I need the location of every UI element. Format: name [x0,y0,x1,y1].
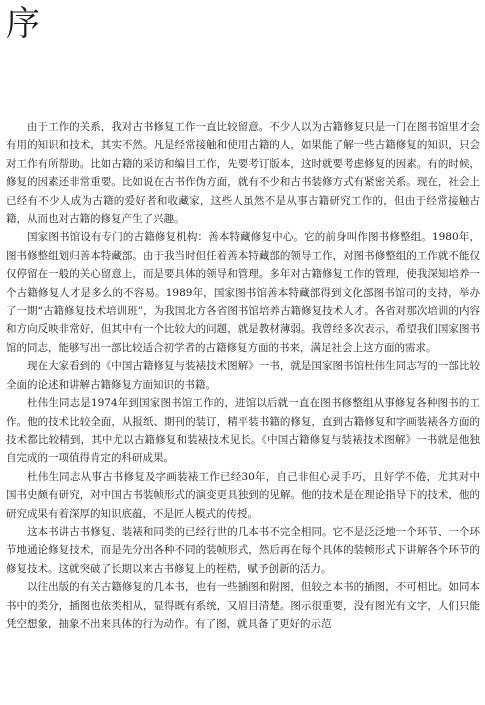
paragraph: 由于工作的关系，我对古书修复工作一直比较留意。不少人以为古籍修复只是一门在图书馆里才会有用的知识和技术，其实不然。凡是经常接触和使用古籍的人，如果能了解一些古籍修复的知识，只会对工作有所帮助。比如古籍的采访和编目工作，先要考订版本，这时就要考虑修复的因素。有的时候，修复的因素还非常重要。比如说在古书作伪方面，就有不少和古书装修方式有紧密关系。现在，社会上已经有不少人成为古籍的爱好者和收藏家，这些人虽然不是从事古籍研究工作的，但由于经常接触古籍，从而也对古籍的修复产生了兴趣。 [6,121,480,226]
paragraph: 国家图书馆设有专门的古籍修复机构：善本特藏修复中心。它的前身叫作图书修整组。1980年，图书修整组划归善本特藏部。由于我当时但任着善本特藏部的领导工作，对图书修整组的工作就不能仅仅停留在一般的关心留意上，而是要具体的领导和管理。多年对古籍修复工作的管理，使我深知培养一个古籍修复人才是多么的不容易。1989年，国家图书馆善本特藏部得到文化部图书馆司的支持，举办了一期“古籍修复技术培训班”，为我国北方各省图书馆培养古籍修复技术人才。各省对那次培训的内容和方向反映非常好，但其中有一个比较大的问题，就是教材薄弱。我曾经多次表示，希望我们国家图书馆的同志，能够写出一部比较适合初学者的古籍修复方面的书来，满足社会上这方面的需求。 [6,231,480,354]
page-title: 序 [6,4,40,44]
paragraph: 杜伟生同志从事古书修复及字画装裱工作已经30年，自己非但心灵手巧，且好学不倦，尤其对中国书史颇有研究，对中国古书装帧形式的演变更具独到的见解。他的技术是在理论指导下的技术，他的研究成果有着深厚的知识底蕴，不是匠人模式的传授。 [6,470,480,520]
paragraph: 杜伟生同志是1974年到国家图书馆工作的，进馆以后就一直在图书修整组从事修复各种图书的工作。他的技术比较全面，从报纸、期刊的装订，精平装书籍的修复，直到古籍修复和字画装裱各方面的技术都比较精到，其中尤以古籍修复和装裱技术见长。《中国古籍修复与装裱技术图解》一书就是他独自完成的一项值得肯定的科研成果。 [6,397,480,465]
paragraph: 这本书讲古书修复、装裱和同类的已经行世的几本书不完全相同。它不是泛泛地一个环节、一个环节地通论修复技术，而是先分出各种不同的装帧形式，然后再在每个具体的装帧形式下讲解各个环节的修复技术。这就突破了长期以来古书修复上的桎梏，赋予创新的活力。 [6,525,480,575]
body-text [6,118,480,633]
paragraph: 以往出版的有关古籍修复的几本书，也有一些插图和附图，但较之本书的插图，不可相比。如同本书中的类分，插图也依类相从，显得既有系统，又眉目清楚。图示很重要，没有图光有文字，人们只能凭空想象，抽象不出来具体的行为动作。有了图，就具备了更好的示范 [6,581,480,630]
paragraph: 现在大家看到的《中国古籍修复与装裱技术图解》一书，就是国家图书馆杜伟生同志写的一部比较全面的论述和讲解古籍修复方面知识的书籍。 [6,360,480,391]
